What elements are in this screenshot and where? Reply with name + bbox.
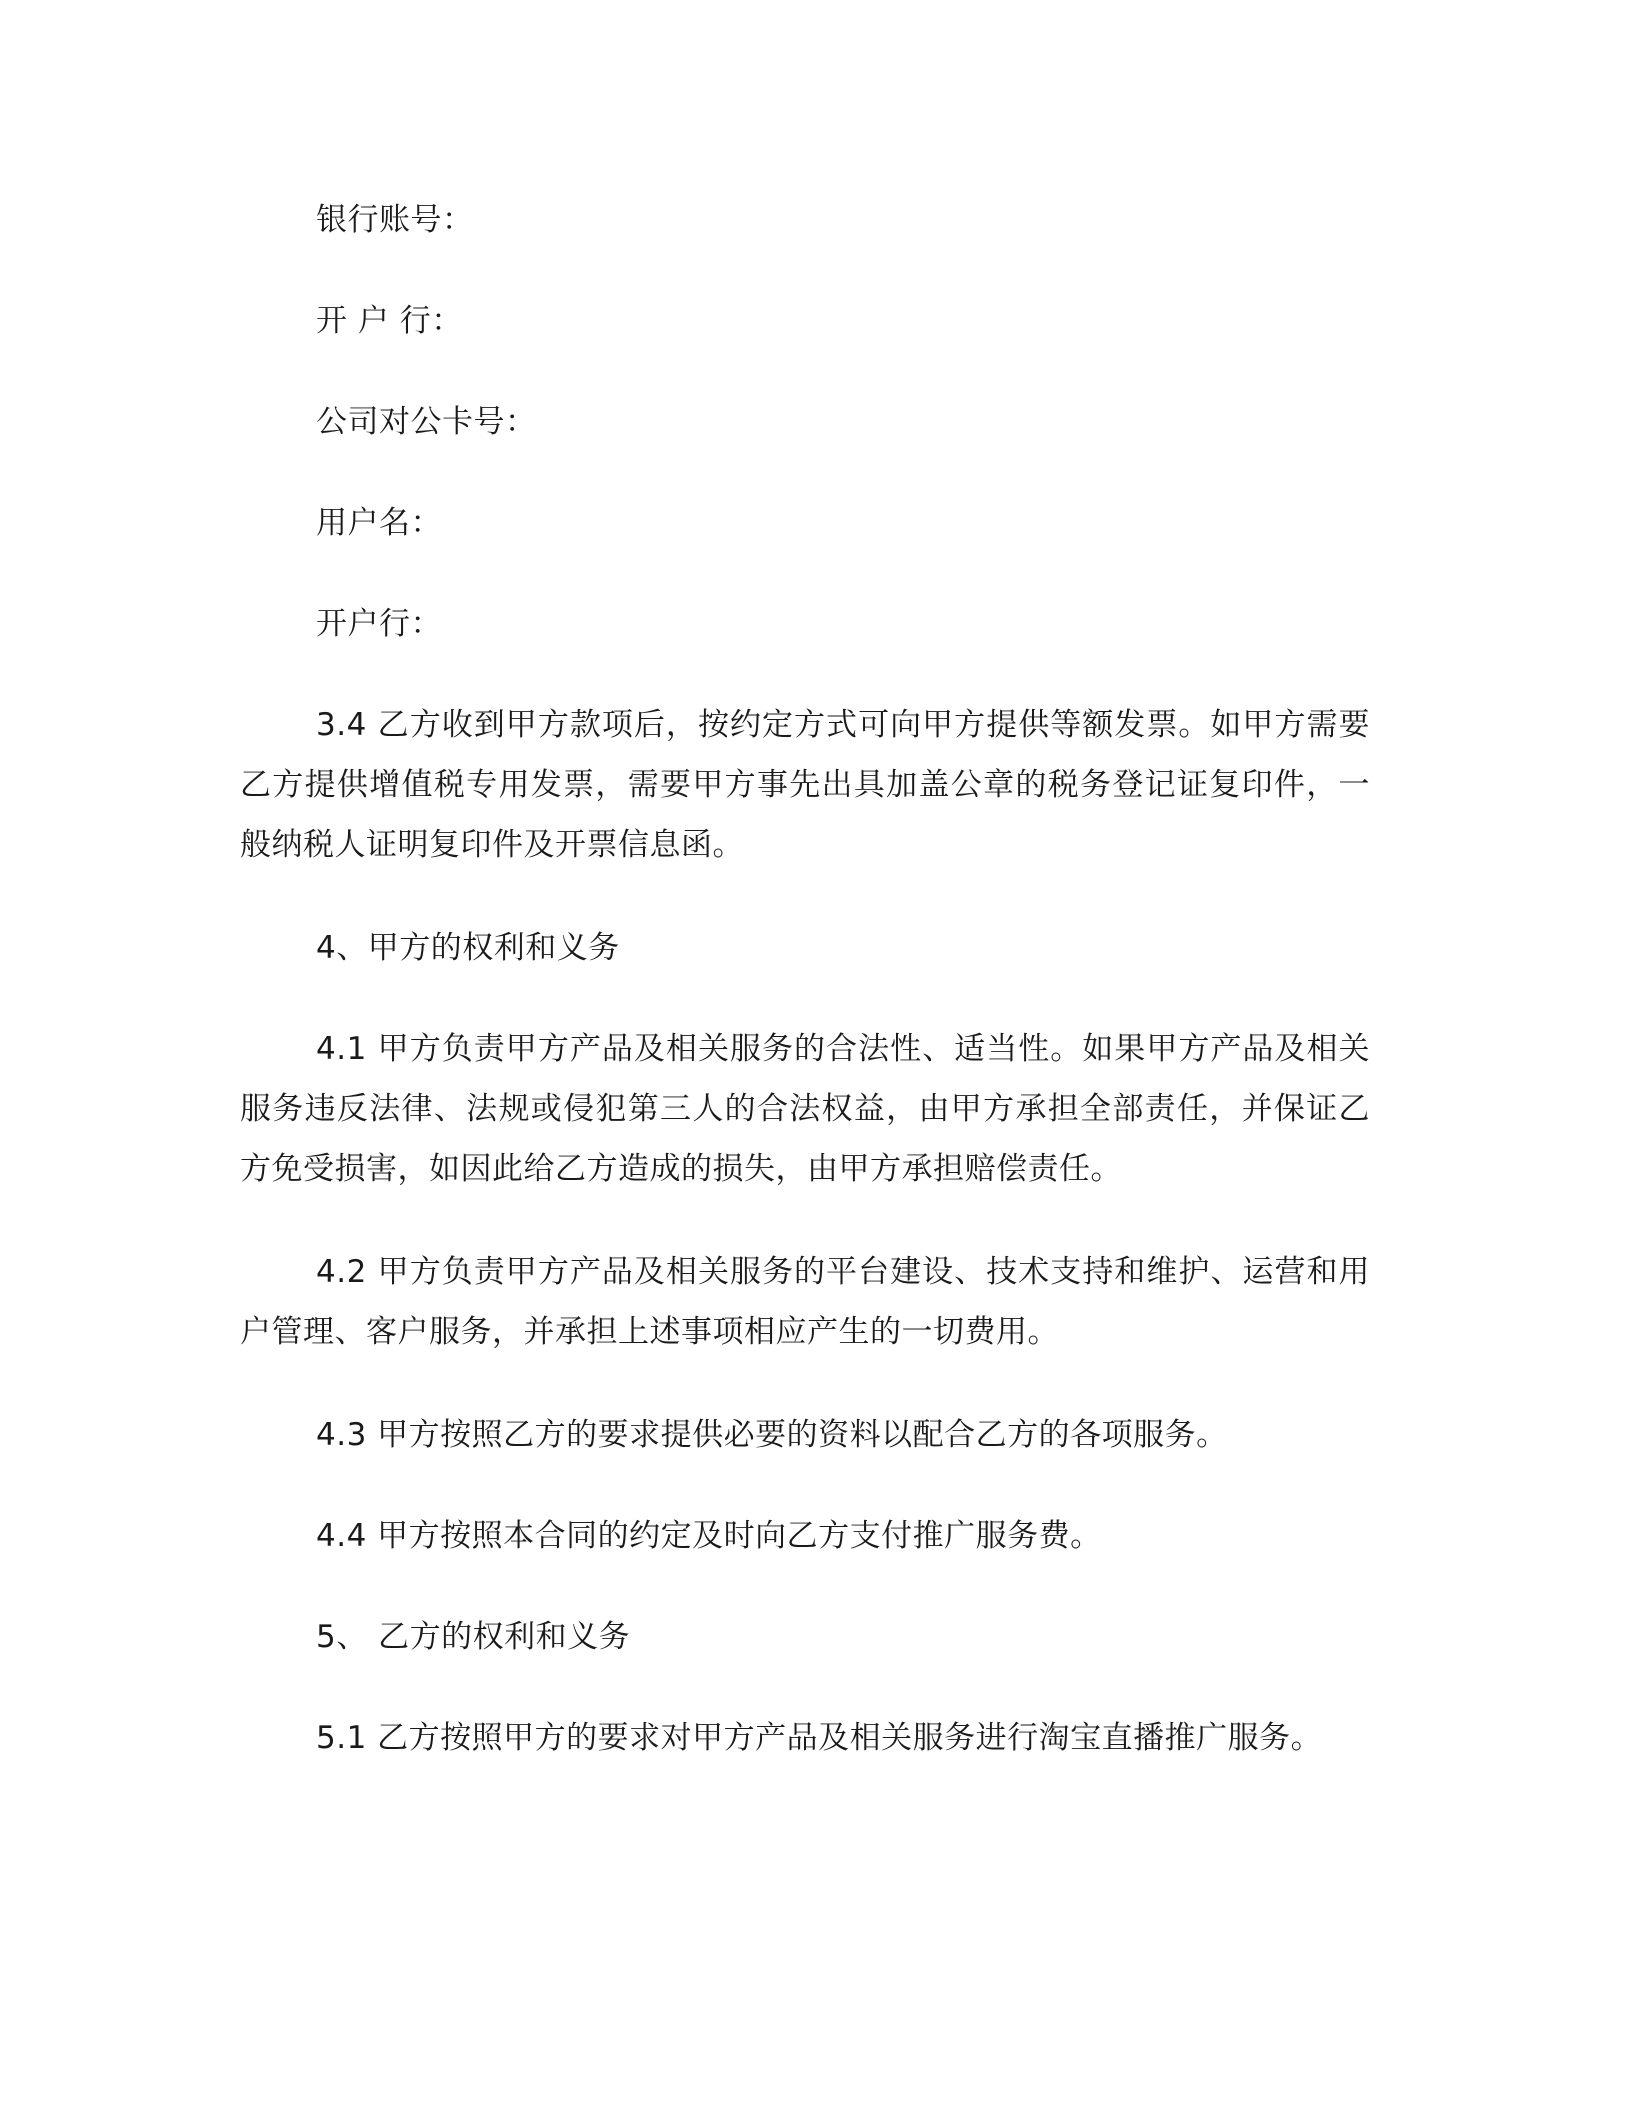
clause-3-4: 3.4 乙方收到甲方款项后，按约定方式可向甲方提供等额发票。如甲方需要乙方提供增值税专用发票，需要甲方事先出具加盖公章的税务登记证复印件，一般纳税人证明复印件及开票信息函。 (240, 707, 1370, 863)
bank-branch-line: 开户行： (316, 606, 442, 642)
document-body (240, 190, 1370, 1768)
corporate-card-line: 公司对公卡号： (316, 404, 537, 440)
clause-4-2: 4.2 甲方负责甲方产品及相关服务的平台建设、技术支持和维护、运营和用户管理、客户服务，并承担上述事项相应产生的一切费用。 (240, 1254, 1370, 1350)
clause-4-3: 4.3 甲方按照乙方的要求提供必要的资料以配合乙方的各项服务。 (316, 1417, 1228, 1453)
username-line: 用户名： (316, 505, 442, 541)
clause-4-1: 4.1 甲方负责甲方产品及相关服务的合法性、适当性。如果甲方产品及相关服务违反法律、法规或侵犯第三人的合法权益，由甲方承担全部责任，并保证乙方免受损害，如因此给乙方造成的损失，由甲方承担赔偿责任。 (240, 1031, 1370, 1187)
clause-5-1: 5.1 乙方按照甲方的要求对甲方产品及相关服务进行淘宝直播推广服务。 (316, 1720, 1323, 1756)
section-5-heading: 5、 乙方的权利和义务 (316, 1619, 631, 1655)
section-4-heading: 4、甲方的权利和义务 (316, 930, 620, 966)
bank-account-line: 银行账号： (316, 202, 474, 238)
bank-branch-spaced-line: 开 户 行： (316, 303, 463, 339)
clause-4-4: 4.4 甲方按照本合同的约定及时向乙方支付推广服务费。 (316, 1518, 1102, 1554)
